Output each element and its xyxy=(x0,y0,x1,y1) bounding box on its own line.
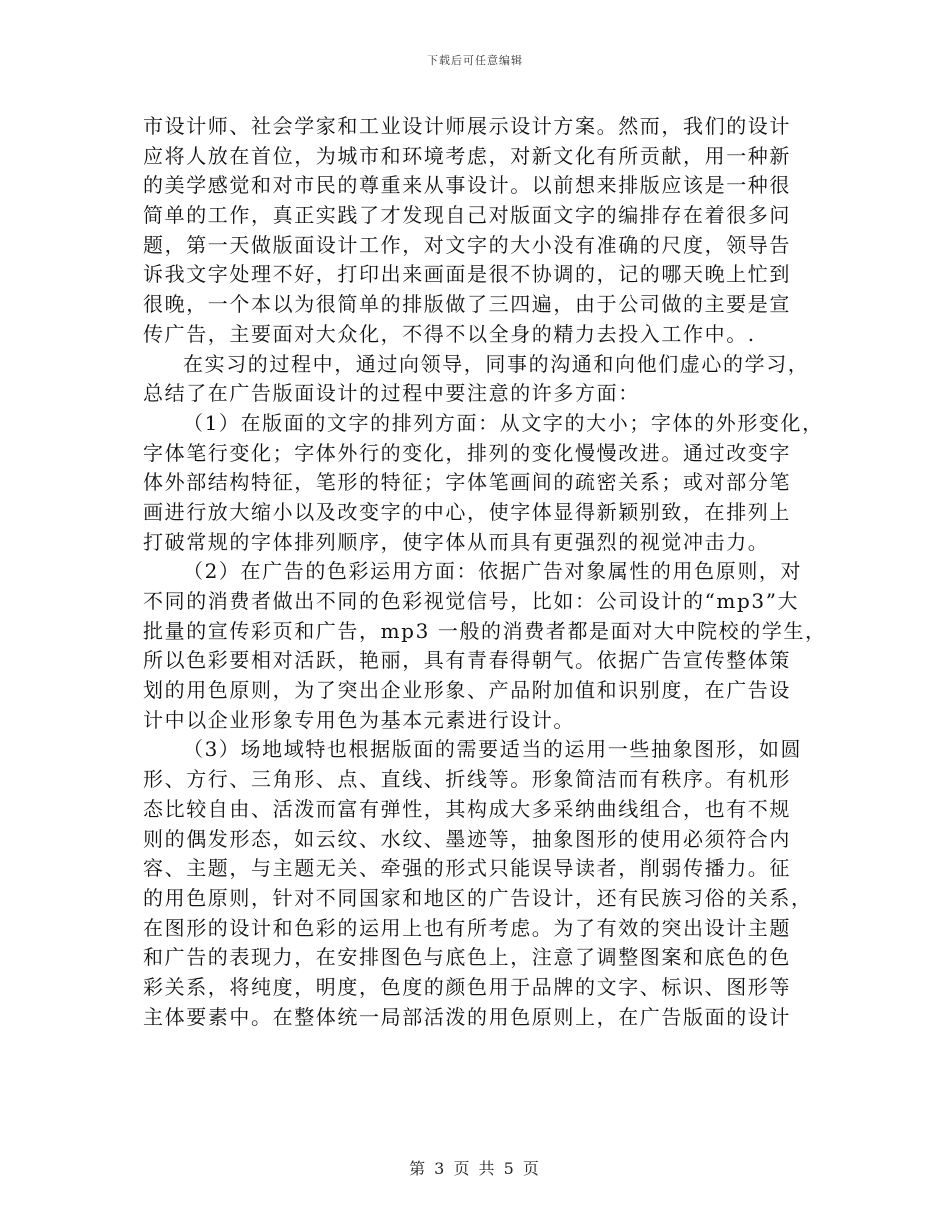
text-line: 彩关系，将纯度，明度，色度的颜色用于品牌的文字、标识、图形等 xyxy=(143,974,791,999)
text-line: 不同的消费者做出不同的色彩视觉信号，比如：公司设计的“mp3”大 xyxy=(143,589,800,613)
text-line: 的美学感觉和对市民的尊重来从事设计。以前想来排版应该是一种很 xyxy=(143,173,791,198)
text-line: 则的偶发形态，如云纹、水纹、墨迹等，抽象图形的使用必须符合内 xyxy=(143,826,791,851)
paragraph-start-line: 在实习的过程中，通过向领导，同事的沟通和向他们虚心的学习， xyxy=(183,351,810,376)
text-line: 在图形的设计和色彩的运用上也有所考虑。为了有效的突出设计主题 xyxy=(143,915,791,940)
text-line: 划的用色原则，为了突出企业形象、产品附加值和识别度，在广告设 xyxy=(143,678,791,703)
text-line: 的用色原则，针对不同国家和地区的广告设计，还有民族习俗的关系， xyxy=(143,885,813,910)
paragraph-start-line: （3）场地域特也根据版面的需要适当的运用一些抽象图形，如圆 xyxy=(183,737,803,762)
paragraph-start-line: （2）在广告的色彩运用方面：依据广告对象属性的用色原则，对 xyxy=(183,559,803,584)
text-line: 市设计师、社会学家和工业设计师展示设计方案。然而，我们的设计 xyxy=(143,114,791,138)
text-line: 批量的宣传彩页和广告，mp3 一般的消费者都是面对大中院校的学生， xyxy=(143,618,827,643)
text-line: 字体笔行变化；字体外行的变化，排列的变化慢慢改进。通过改变字 xyxy=(143,440,791,465)
text-line: 诉我文字处理不好，打印出来画面是很不协调的，记的哪天晚上忙到 xyxy=(143,262,791,287)
paragraph-start-line: （1）在版面的文字的排列方面：从文字的大小；字体的外形变化， xyxy=(183,410,824,435)
text-line: 画进行放大缩小以及改变字的中心，使字体显得新颖别致，在排列上 xyxy=(143,499,791,524)
text-line: 传广告，主要面对大众化，不得不以全身的精力去投入工作中。. xyxy=(143,321,756,346)
text-line: 总结了在广告版面设计的过程中要注意的许多方面： xyxy=(143,381,640,406)
text-line: 容、主题，与主题无关、牵强的形式只能误导读者，削弱传播力。征 xyxy=(143,856,791,881)
text-line: 形、方行、三角形、点、直线、折线等。形象简洁而有秩序。有机形 xyxy=(143,767,791,792)
text-line: 主体要素中。在整体统一局部活泼的用色原则上，在广告版面的设计 xyxy=(143,1004,791,1029)
text-line: 很晚，一个本以为很简单的排版做了三四遍，由于公司做的主要是宣 xyxy=(143,292,791,317)
text-line: 计中以企业形象专用色为基本元素进行设计。 xyxy=(143,707,575,732)
page-header: 下载后可任意编辑 xyxy=(427,54,523,67)
text-line: 态比较自由、活泼而富有弹性，其构成大多采纳曲线组合，也有不规 xyxy=(143,796,791,821)
text-line: 和广告的表现力，在安排图色与底色上，注意了调整图案和底色的色 xyxy=(143,945,791,970)
text-line: 打破常规的字体排列顺序，使字体从而具有更强烈的视觉冲击力。 xyxy=(143,529,770,554)
text-line: 所以色彩要相对活跃，艳丽，具有青春得朝气。依据广告宣传整体策 xyxy=(143,648,791,673)
text-line: 简单的工作，真正实践了才发现自己对版面文字的编排存在着很多问 xyxy=(143,203,791,228)
text-line: 应将人放在首位，为城市和环境考虑，对新文化有所贡献，用一种新 xyxy=(143,143,791,168)
body-text xyxy=(143,112,827,1032)
page-number: 第 3 页 共 5 页 xyxy=(409,1159,541,1178)
text-line: 体外部结构特征，笔形的特征；字体笔画间的疏密关系；或对部分笔 xyxy=(143,470,791,495)
text-line: 题，第一天做版面设计工作，对文字的大小没有准确的尺度，领导告 xyxy=(143,232,791,257)
